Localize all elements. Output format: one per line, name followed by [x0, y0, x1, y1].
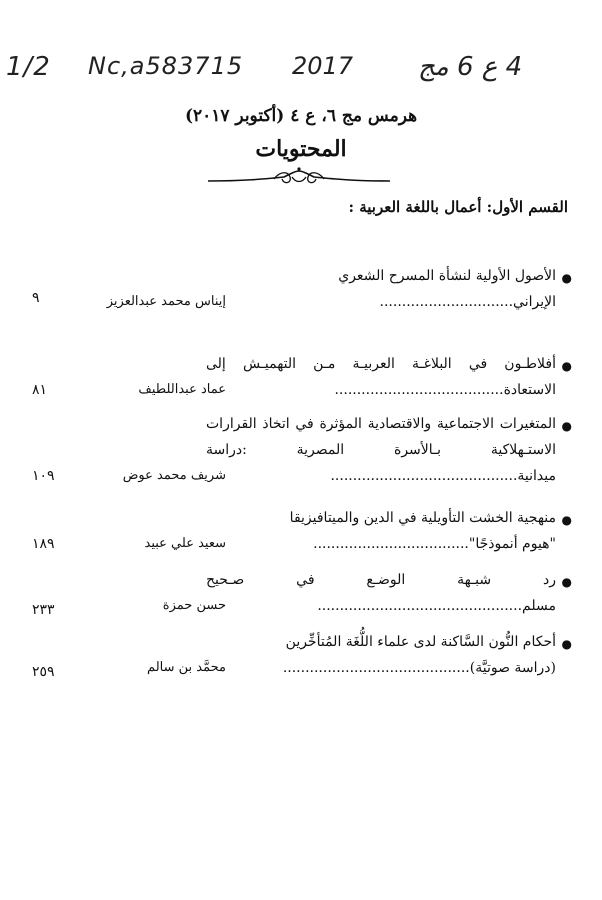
bullet-icon: ● — [561, 359, 572, 373]
entry-title-line: أحكام النُّون السَّاكنة لدى علماء اللُّغَة المُتأخِّرين — [285, 634, 556, 650]
handwritten-year: 2017 — [292, 52, 354, 80]
entry-page-number: ٢٥٩ — [32, 664, 55, 680]
entry-title-line: الأصول الأولية لنشأة المسرح الشعري — [338, 268, 556, 284]
handwritten-reference-code: Nc,a583715 — [88, 52, 244, 80]
bullet-icon: ● — [561, 575, 572, 589]
toc-entry — [32, 268, 572, 320]
page-title: المحتويات — [255, 136, 347, 162]
entry-author: عماد عبداللطيف — [138, 382, 226, 397]
entry-title-final-line: الاستعادة...................................... — [334, 382, 556, 398]
toc-entry — [32, 416, 572, 494]
entry-author: شريف محمد عوض — [122, 468, 226, 483]
entry-page-number: ٨١ — [32, 382, 48, 398]
entry-page-number: ١٠٩ — [32, 468, 55, 484]
entry-page-number: ١٨٩ — [32, 536, 55, 552]
entry-author: إيناس محمد عبدالعزيز — [106, 294, 226, 309]
bullet-icon: ● — [561, 271, 572, 285]
entry-title-final-line: ميدانية.......................................... — [330, 468, 556, 484]
entry-author: محمَّد بن سالم — [147, 660, 226, 675]
handwritten-volume-issue: 4 ع 6 مج — [418, 52, 523, 82]
entry-author: حسن حمزة — [162, 598, 226, 613]
toc-entry — [32, 572, 572, 624]
entry-title-final-line: مسلم.............................................. — [317, 598, 556, 614]
toc-entry — [32, 356, 572, 408]
entry-title-final-line: الإيراني.............................. — [379, 294, 556, 310]
handwritten-page-fraction: 1/2 — [6, 52, 51, 82]
decorative-divider-icon — [204, 165, 394, 189]
entry-title-line: منهجية الخشت التأويلية في الدين والميتافيزيقا — [289, 510, 556, 526]
entry-page-number: ٩ — [32, 290, 40, 306]
entry-title-line: المتغيرات الاجتماعية والاقتصادية المؤثرة في اتخاذ القرارات — [206, 416, 556, 432]
entry-title-line: أفلاطـون في البلاغـة العربيـة مـن التهميـش إلى — [206, 356, 556, 372]
entry-title-final-line: (دراسة صوتيَّة).......................................... — [282, 660, 556, 676]
entry-page-number: ٢٣٣ — [32, 602, 55, 618]
bullet-icon: ● — [561, 513, 572, 527]
entry-author: سعيد علي عبيد — [144, 536, 226, 551]
entry-title-line: رد شبـهة الوضـع في صـحيح — [206, 572, 556, 588]
entry-title-final-line: "هيوم أنموذجًا"................................... — [313, 536, 556, 552]
journal-citation: هرمس مج ٦، ع ٤ (أكتوبر ٢٠١٧) — [184, 106, 418, 126]
bullet-icon: ● — [561, 419, 572, 433]
section-title: القسم الأول: أعمال باللغة العربية : — [348, 198, 568, 216]
toc-entry — [32, 634, 572, 686]
toc-entry — [32, 510, 572, 562]
entry-title-line: الاستـهلاكية بـالأسرة المصرية :دراسة — [206, 442, 556, 458]
bullet-icon: ● — [561, 637, 572, 651]
